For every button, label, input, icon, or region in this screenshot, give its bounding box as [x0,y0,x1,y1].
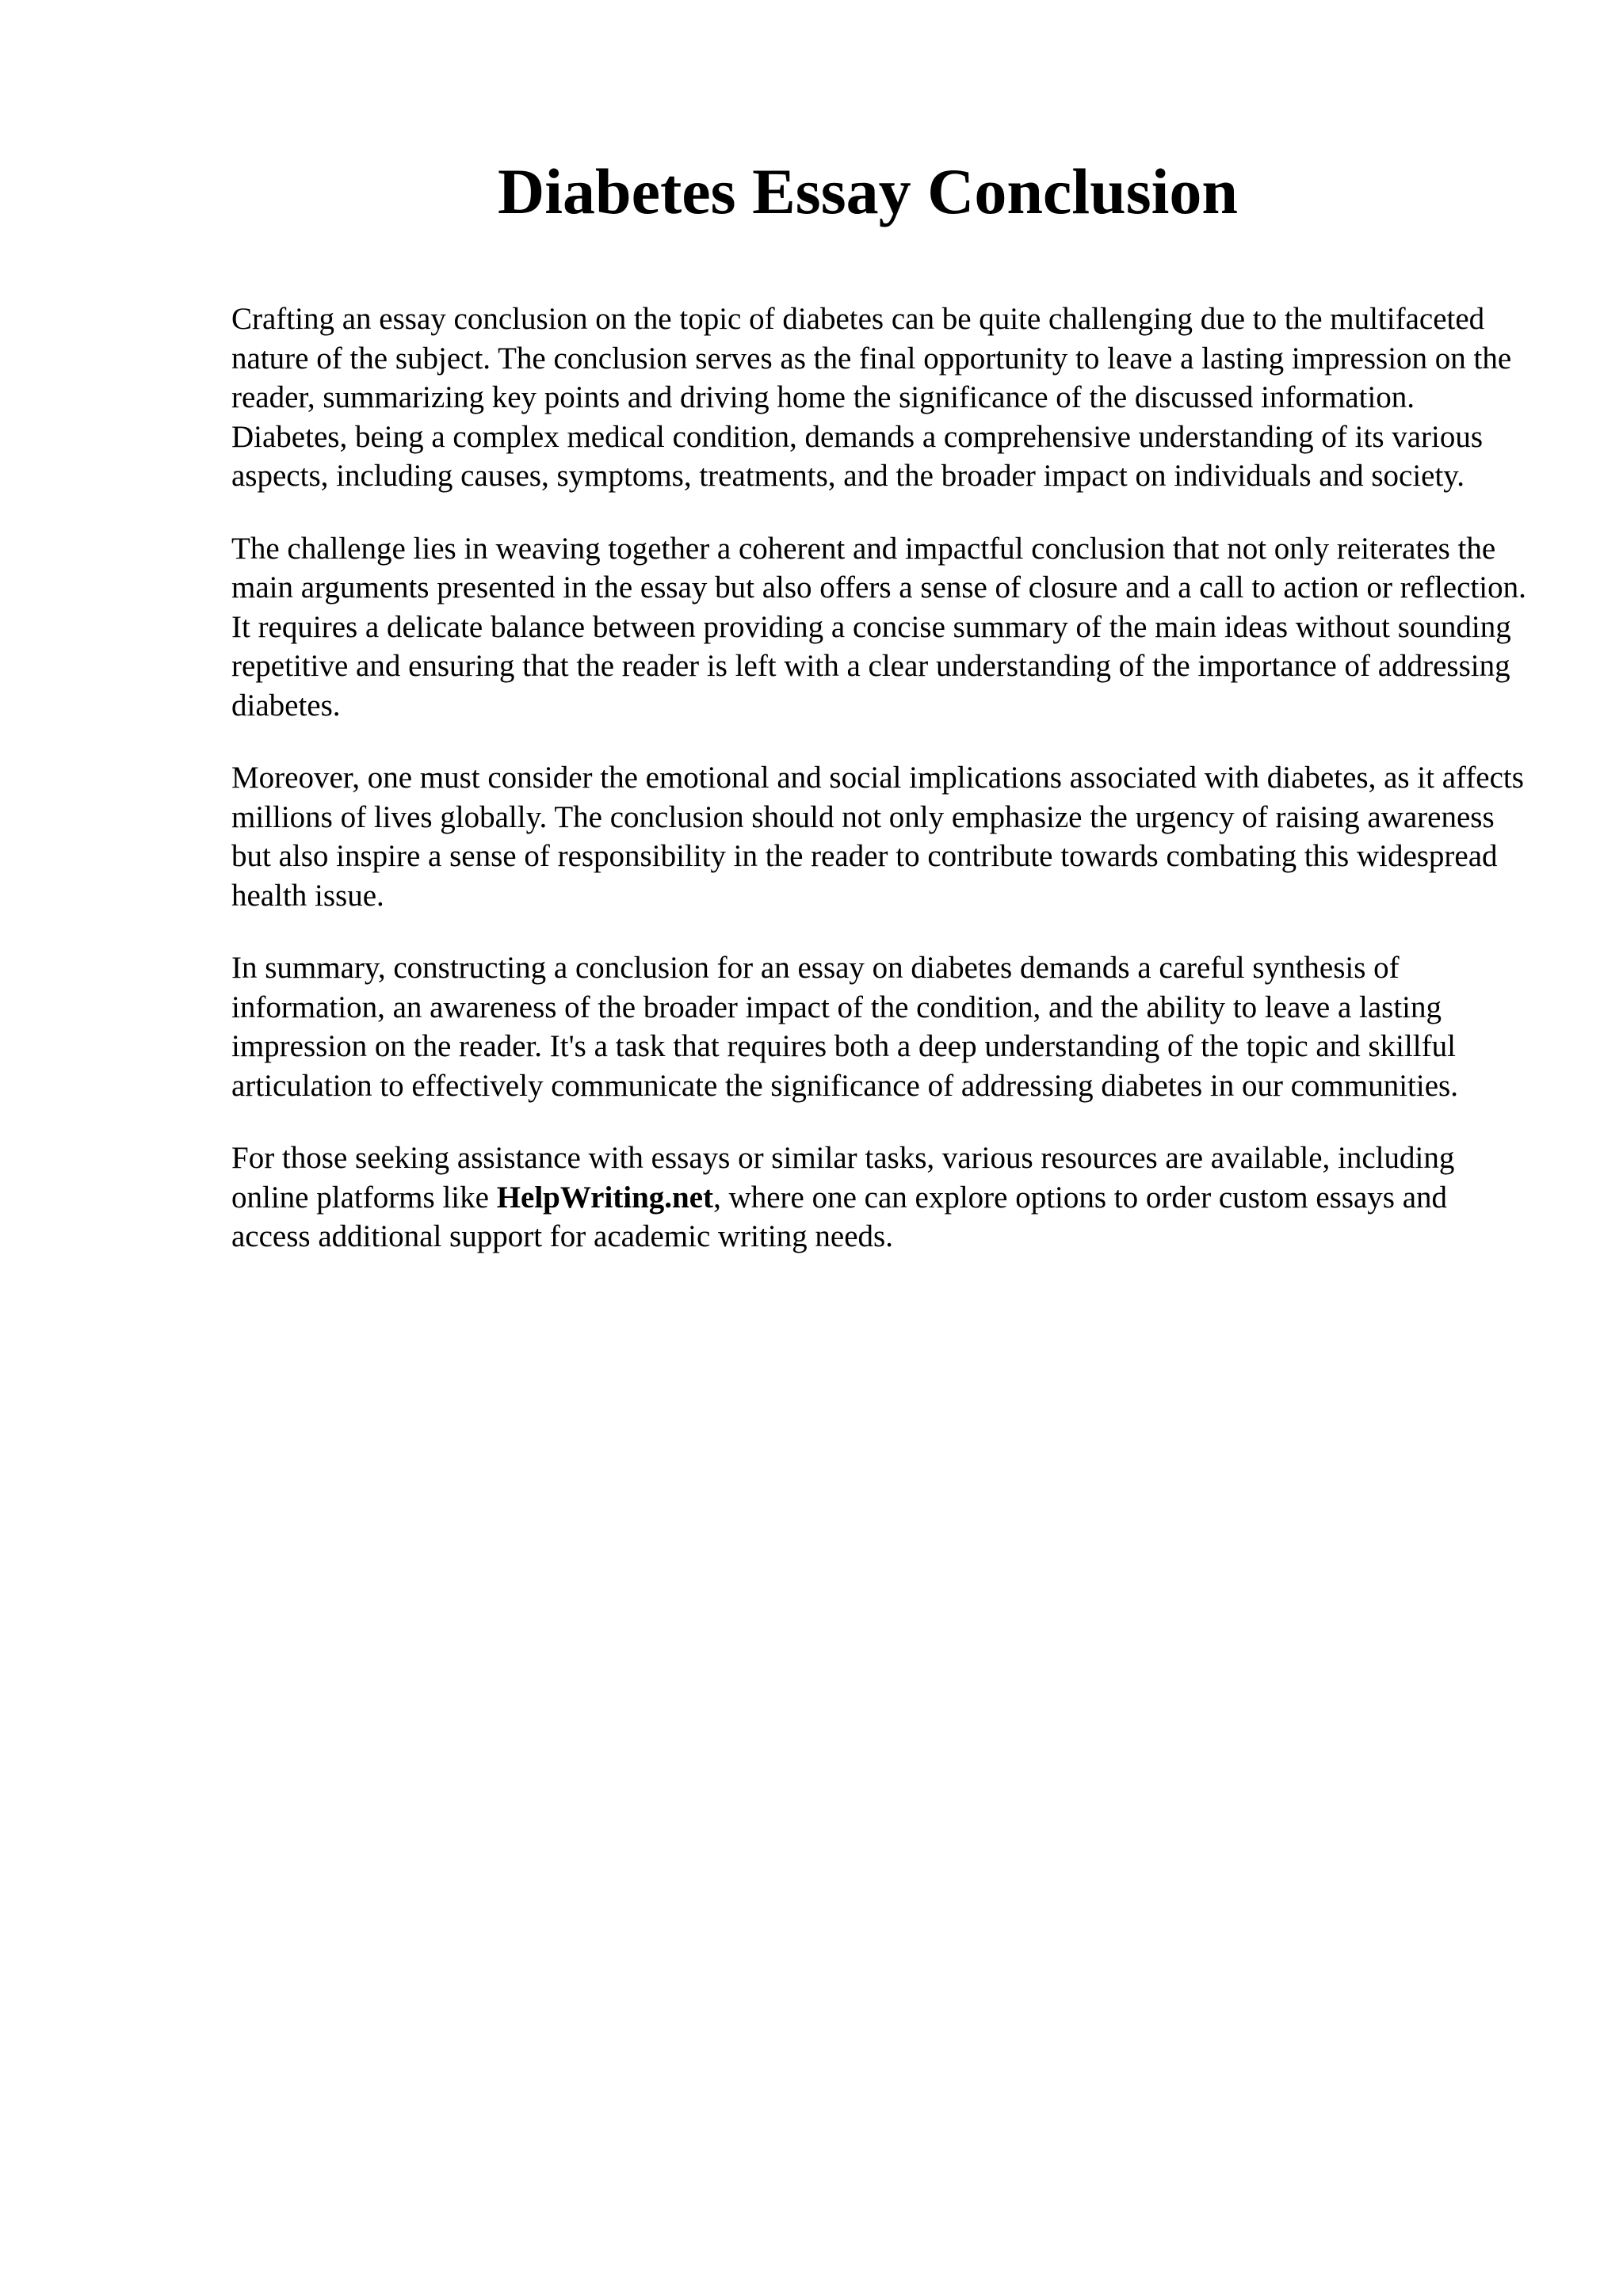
paragraph-4: In summary, constructing a conclusion for an essay on diabetes demands a careful synthesis of information, an awareness of the broader impact of the condition, and the ability to leave a lasting impression on the reader. It's a task that requires both a deep understanding of the topic and skillful articulation to effectively communicate the significance of addressing diabetes in our communities. [231,951,1458,1103]
page-title: Diabetes Essay Conclusion [497,155,1239,227]
paragraph-3: Moreover, one must consider the emotional and social implications associated with diabetes, as it affects millions of lives globally. The conclusion should not only emphasize the urgency of raising awareness but also inspire a sense of responsibility in the reader to contribute towards combating this widespread health issue. [231,761,1524,913]
brand-link[interactable]: HelpWriting.net [496,1180,714,1215]
paragraph-1: Crafting an essay conclusion on the topic of diabetes can be quite challenging due to the multifaceted nature of the subject. The conclusion serves as the final opportunity to leave a lasting impression on the reader, summarizing key points and driving home the significance of the discussed information. Diabetes, being a complex medical condition, demands a comprehensive understanding of its various aspects, including causes, symptoms, treatments, and the broader impact on individuals and society. [231,302,1512,493]
essay-body [231,299,1531,1290]
closing-paragraph [231,1138,1531,1257]
closing-text-start: For those seeking assistance with essays or similar tasks, various resources are available, including online platforms like [231,1141,1455,1215]
closing-text-end: , where one can explore options to order custom essays and access additional support for academic writing needs. [231,1180,1448,1253]
paragraph-2: The challenge lies in weaving together a coherent and impactful conclusion that not only reiterates the main arguments presented in the essay but also offers a sense of closure and a call to action or reflection. It requires a delicate balance between providing a concise summary of the main ideas without sounding repetitive and ensuring that the reader is left with a clear understanding of the importance of addressing diabetes. [231,531,1526,723]
